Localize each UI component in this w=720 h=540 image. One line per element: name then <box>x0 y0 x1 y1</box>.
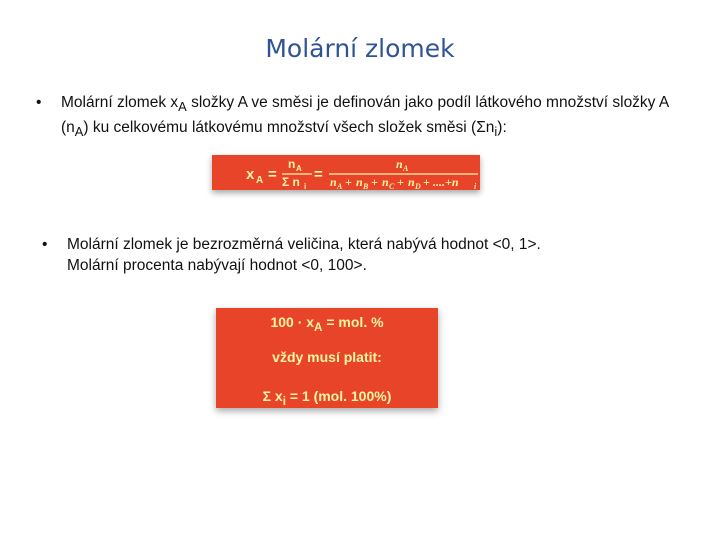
frac2-numerator: n <box>396 157 403 171</box>
bullet-definition-text: Molární zlomek $x_A$ složky A ve směsi je definován jako podíl látkového množství složky A $(n_A)$ ku celkovému látkovému množství všech složek směsi $(\Sigma n_i)$: <box>61 94 669 140</box>
frac2-den-n-b: n <box>356 175 363 189</box>
formula-lhs-sub: A <box>256 175 264 186</box>
frac2-den-n-d: n <box>408 175 415 189</box>
bullet-range-line-2: Molární procenta nabývají hodnot <0, 100>. <box>67 257 367 274</box>
bullet-marker: • <box>36 94 42 111</box>
frac2-den-sub-b: B <box>363 182 369 190</box>
slide-title: Molární zlomek <box>265 34 455 63</box>
formula-equals-2: = <box>314 166 323 183</box>
frac2-den-sub-d: D <box>415 182 421 190</box>
frac2-den-plus-1: + <box>345 175 352 189</box>
frac2-den-sub-a: A <box>337 182 343 190</box>
frac2-den-tail-sub: i <box>474 182 477 190</box>
frac2-numerator-sub: A <box>403 164 409 173</box>
bullet-definition <box>36 92 696 142</box>
frac2-den-n-a: n <box>330 175 337 189</box>
formula-box-percent <box>216 308 438 408</box>
frac1-numerator: n <box>288 157 296 171</box>
formula-mole-fraction <box>212 155 480 190</box>
bullet-range-line-1: Molární zlomek je bezrozměrná veličina, která nabývá hodnot <0, 1>. <box>67 236 541 253</box>
formula-equals-1: = <box>268 166 277 183</box>
frac2-den-plus-4: + <box>423 175 430 189</box>
frac2-den-plus-3: + <box>397 175 404 189</box>
formula-lhs: x <box>246 166 255 183</box>
formula-box-mole-fraction <box>212 155 480 190</box>
bullet-range <box>42 234 692 276</box>
frac2-den-tail: ....+n <box>433 175 459 189</box>
frac1-denominator: Σ n <box>282 175 300 189</box>
bullet-marker: • <box>42 236 48 253</box>
formula-must-hold-line: vždy musí platit: <box>272 349 382 365</box>
frac2-den-n-c: n <box>382 175 389 189</box>
formula-percent-line: $100 \cdot x_A$ = mol. % <box>270 314 384 334</box>
frac2-den-plus-2: + <box>371 175 378 189</box>
frac2-den-sub-c: C <box>389 182 395 190</box>
formula-sum-line: Σ $x_i = 1$ (mol. 100%) <box>262 388 392 408</box>
frac1-denominator-sub: i <box>304 182 307 190</box>
frac1-numerator-sub: A <box>296 164 302 173</box>
